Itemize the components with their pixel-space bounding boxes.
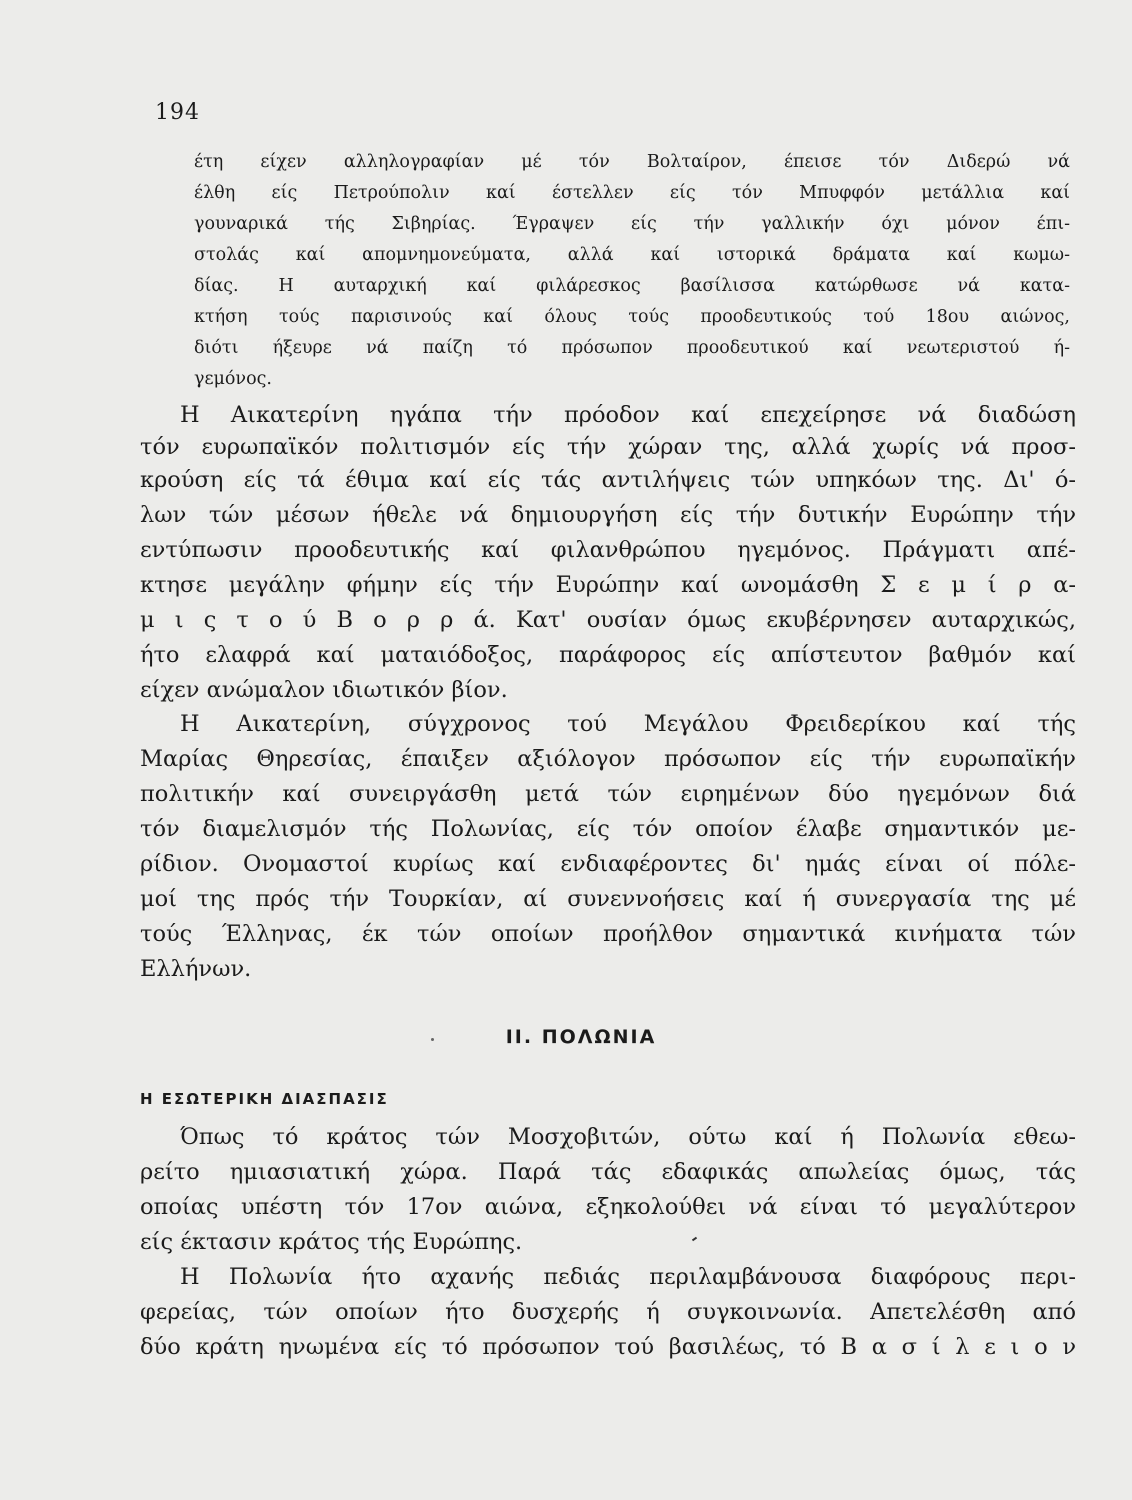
text-line: λων τών μέσων ήθελε νά δημιουργήση είς τήν δυτικήν Ευρώπην τήν [140, 502, 1076, 528]
text-line: ήτο ελαφρά καί ματαιόδοξος, παράφορος είς απίστευτον βαθμόν καί [140, 642, 1076, 668]
text-line: έλθη είς Πετρούπολιν καί έστελλεν είς τόν Μπυφφόν μετάλλια καί [194, 183, 1070, 203]
text-line: διότι ήξευρε νά παίζη τό πρόσωπον προοδευτικού καί νεωτεριστού ή- [194, 338, 1070, 358]
text-line: γουναρικά τής Σιβηρίας. Έγραψεν είς τήν γαλλικήν όχι μόνον έπι- [194, 214, 1070, 234]
text-line: κτήση τούς παρισινούς καί όλους τούς προοδευτικούς τού 18ου αιώνος, [194, 307, 1070, 327]
text-line: μ ι ς τ ο ύ Β ο ρ ρ ά. Κατ' ουσίαν όμως εκυβέρνησεν αυταρχικώς, [140, 607, 1076, 633]
text-line: Μαρίας Θηρεσίας, έπαιξεν αξιόλογον πρόσωπον είς τήν ευρωπαϊκήν [140, 746, 1076, 772]
text-line: έτη είχεν αλληλογραφίαν μέ τόν Βολταίρον, έπεισε τόν Διδερώ νά [194, 152, 1070, 172]
text-line: κτησε μεγάλην φήμην είς τήν Ευρώπην καί ωνομάσθη Σ ε μ ί ρ α- [140, 572, 1076, 598]
text-line: Η Πολωνία ήτο αχανής πεδιάς περιλαμβάνουσα διαφόρους περι- [180, 1264, 1076, 1290]
text-line: Η Αικατερίνη, σύγχρονος τού Μεγάλου Φρειδερίκου καί τής [180, 711, 1076, 737]
text-line: δίας. Η αυταρχική καί φιλάρεσκος βασίλισσα κατώρθωσε νά κατα- [194, 276, 1070, 296]
text-line: κρούση είς τά έθιμα καί είς τάς αντιλήψεις τών υπηκόων της. Δι' ό- [140, 467, 1076, 493]
text-line: τούς Έλληνας, έκ τών οποίων προήλθον σημαντικά κινήματα τών [140, 921, 1076, 947]
section-heading: ΙΙ. ΠΟΛΩΝΙΑ [505, 1026, 657, 1048]
text-line: ρείτο ημιασιατική χώρα. Παρά τάς εδαφικάς απωλείας όμως, τάς [140, 1159, 1076, 1185]
text-line: είς έκτασιν κράτος τής Ευρώπης. [140, 1229, 523, 1255]
text-line: είχεν ανώμαλον ιδιωτικόν βίον. [140, 677, 508, 703]
text-line: ρίδιον. Ονομαστοί κυρίως καί ενδιαφέροντες δι' ημάς είναι οί πόλε- [140, 851, 1076, 877]
text-line: δύο κράτη ηνωμένα είς τό πρόσωπον τού βασιλέως, τό Β α σ ί λ ε ι ο ν [140, 1334, 1076, 1360]
text-line: οποίας υπέστη τόν 17ον αιώνα, εξηκολούθει νά είναι τό μεγαλύτερον [140, 1194, 1076, 1220]
subsection-heading: Η ΕΣΩΤΕΡΙΚΗ ΔΙΑΣΠΑΣΙΣ [140, 1090, 389, 1108]
text-line: στολάς καί απομνημονεύματα, αλλά καί ιστορικά δράματα καί κωμω- [194, 245, 1070, 265]
page-number: 194 [155, 100, 200, 125]
text-line: μοί της πρός τήν Τουρκίαν, αί συνεννοήσεις καί ή συνεργασία της μέ [140, 886, 1076, 912]
text-line: φερείας, τών οποίων ήτο δυσχερής ή συγκοινωνία. Απετελέσθη από [140, 1299, 1076, 1325]
text-line: πολιτικήν καί συνειργάσθη μετά τών ειρημένων δύο ηγεμόνων διά [140, 781, 1076, 807]
text-line: εντύπωσιν προοδευτικής καί φιλανθρώπου ηγεμόνος. Πράγματι απέ- [140, 537, 1076, 563]
text-line: Η Αικατερίνη ηγάπα τήν πρόοδον καί επεχείρησε νά διαδώση [180, 402, 1076, 428]
text-line: τόν ευρωπαϊκόν πολιτισμόν είς τήν χώραν της, αλλά χωρίς νά προσ- [140, 434, 1076, 460]
text-line: Ελλήνων. [140, 956, 252, 982]
text-line: γεμόνος. [194, 369, 272, 389]
text-line: Όπως τό κράτος τών Μοσχοβιτών, ούτω καί ή Πολωνία εθεω- [180, 1124, 1076, 1150]
text-line: τόν διαμελισμόν τής Πολωνίας, είς τόν οποίον έλαβε σημαντικόν με- [140, 816, 1076, 842]
